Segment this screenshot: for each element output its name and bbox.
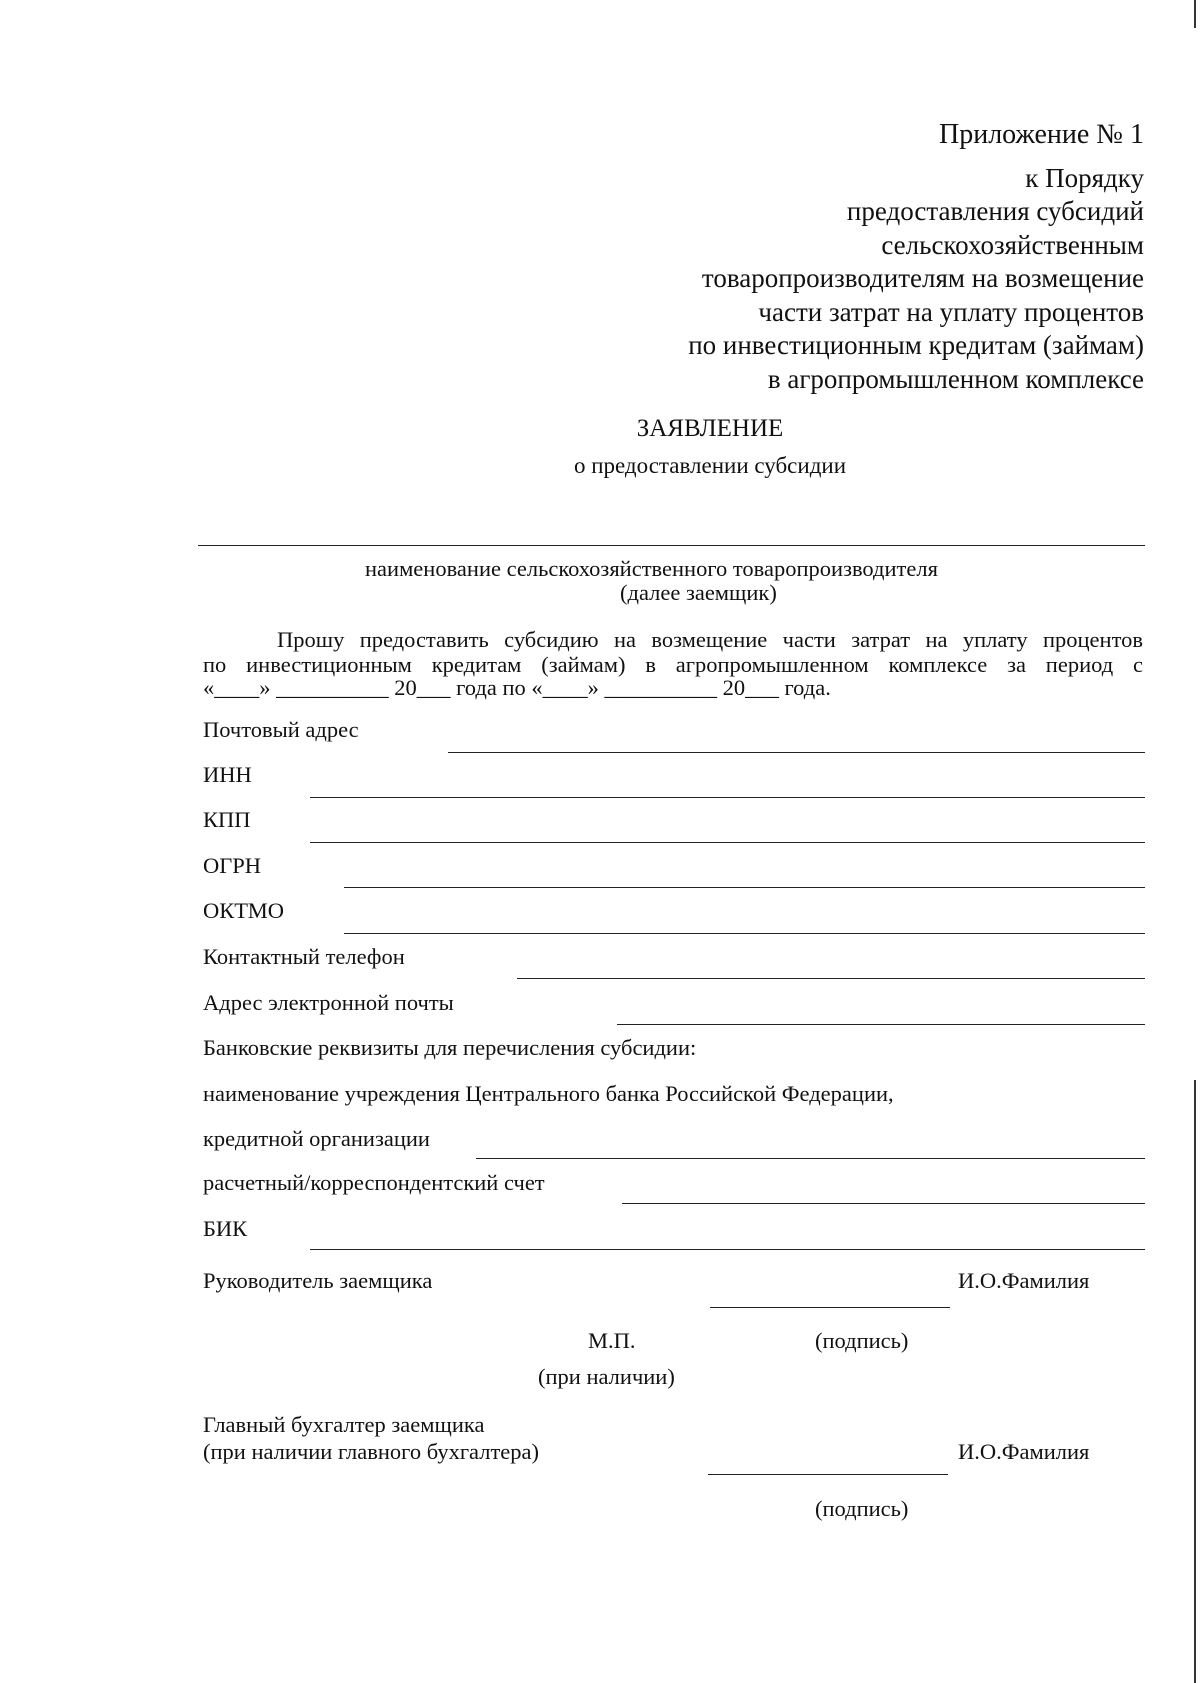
appendix-line: предоставления субсидий: [846, 196, 1144, 226]
postal-address-field[interactable]: [448, 752, 1145, 753]
document-title: ЗАЯВЛЕНИЕ: [636, 415, 784, 442]
appendix-line: части затрат на уплату процентов: [758, 296, 1144, 327]
bank-name-label-cont: кредитной организации: [203, 1126, 430, 1151]
request-period-line: «____» __________ 20___ года по «____» __________ 20___ года.: [203, 675, 831, 700]
head-signature-field[interactable]: [710, 1307, 950, 1308]
accountant-label-note: (при наличии главного бухгалтера): [203, 1439, 540, 1464]
email-field[interactable]: [617, 1024, 1145, 1025]
ogrn-label: ОГРН: [203, 853, 262, 878]
bank-details-heading: Банковские реквизиты для перечисления субсидии:: [203, 1035, 697, 1060]
accountant-signature-field[interactable]: [708, 1474, 948, 1475]
applicant-name-line[interactable]: [198, 545, 1145, 546]
bank-name-label: наименование учреждения Центрального банка Российской Федерации,: [203, 1081, 894, 1106]
oktmo-label: ОКТМО: [203, 898, 284, 923]
bik-field[interactable]: [310, 1249, 1145, 1250]
stamp-label: М.П.: [588, 1328, 636, 1353]
document-subtitle: о предоставлении субсидии: [573, 453, 847, 478]
accountant-signature-caption: (подпись): [815, 1496, 909, 1521]
oktmo-field[interactable]: [344, 933, 1145, 934]
scan-edge: [1194, 0, 1196, 1683]
email-label: Адрес электронной почты: [203, 990, 454, 1015]
appendix-line: к Порядку: [1025, 162, 1144, 193]
stamp-note: (при наличии): [538, 1364, 675, 1389]
appendix-line: сельскохозяйственным: [881, 229, 1144, 260]
kpp-field[interactable]: [310, 842, 1145, 843]
request-paragraph: [203, 627, 1143, 677]
head-name: И.О.Фамилия: [958, 1268, 1090, 1293]
phone-label: Контактный телефон: [203, 944, 405, 969]
applicant-caption-note: (далее заемщик): [620, 580, 777, 605]
ogrn-field[interactable]: [344, 887, 1145, 888]
appendix-line: по инвестиционным кредитам (займам): [688, 330, 1144, 360]
postal-address-label: Почтовый адрес: [203, 717, 359, 742]
inn-label: ИНН: [203, 762, 252, 787]
accountant-label: Главный бухгалтер заемщика: [203, 1412, 485, 1437]
head-label: Руководитель заемщика: [203, 1268, 433, 1293]
request-line: Прошу предоставить субсидию на возмещение части затрат на уплату процентов: [277, 627, 1143, 652]
bik-label: БИК: [203, 1216, 248, 1241]
request-line: по инвестиционным кредитам (займам) в агропромышленном комплексе за период с: [203, 652, 1143, 677]
bank-name-field[interactable]: [476, 1158, 1145, 1159]
phone-field[interactable]: [517, 978, 1145, 979]
accountant-name: И.О.Фамилия: [958, 1439, 1090, 1464]
account-label: расчетный/корреспондентский счет: [203, 1170, 545, 1195]
kpp-label: КПП: [203, 807, 251, 832]
applicant-caption: наименование сельскохозяйственного товаропроизводителя: [365, 556, 938, 581]
inn-field[interactable]: [310, 797, 1145, 798]
appendix-number: Приложение № 1: [939, 119, 1144, 150]
appendix-header: [688, 118, 1144, 396]
appendix-line: в агропромышленном комплексе: [767, 363, 1144, 394]
account-field[interactable]: [622, 1203, 1145, 1204]
appendix-line: товаропроизводителям на возмещение: [701, 263, 1144, 293]
head-signature-caption: (подпись): [815, 1328, 909, 1353]
